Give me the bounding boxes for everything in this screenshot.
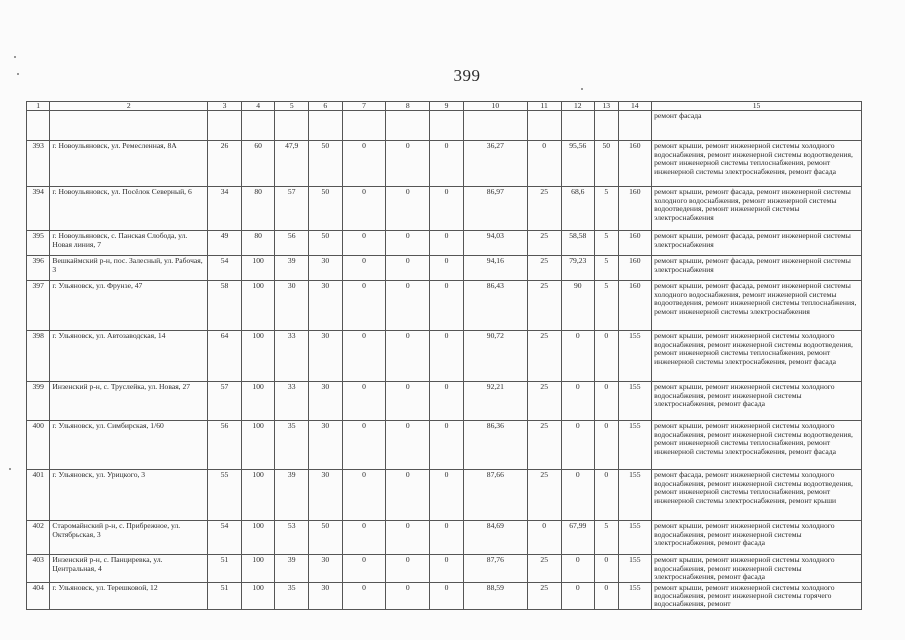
- cell-c6: 30: [309, 256, 343, 281]
- cell-c5: 57: [275, 187, 309, 231]
- column-header-6: 6: [309, 102, 343, 111]
- cell-no: 393: [27, 141, 50, 187]
- cell-c10: 94,16: [463, 256, 527, 281]
- cell-c9: 0: [430, 382, 464, 421]
- cell-c8: 0: [386, 331, 430, 382]
- cell-c12: 95,56: [561, 141, 595, 187]
- cell-work: ремонт фасада, ремонт инженерной системы холодного водоснабжения, ремонт инженерной системы водоотведения, ремонт инженерной системы теплоснабжения, ремонт инженерной системы электроснабжения, ремонт крыши: [652, 470, 862, 521]
- cell-c4: 100: [241, 470, 275, 521]
- page-number: 399: [453, 66, 481, 85]
- cell-work: ремонт крыши, ремонт инженерной системы холодного водоснабжения, ремонт инженерной системы горячего водоснабжения, ремонт: [652, 582, 862, 609]
- cell-c9: 0: [430, 256, 464, 281]
- cell-no: 400: [27, 421, 50, 470]
- cell-c11: 25: [527, 470, 561, 521]
- cell-c6: 30: [309, 421, 343, 470]
- cell-address: Инзенский р-н, с. Труслейка, ул. Новая, 27: [50, 382, 208, 421]
- cell-c7: 0: [342, 331, 386, 382]
- cell-c4: 60: [241, 141, 275, 187]
- cell-work: ремонт крыши, ремонт инженерной системы холодного водоснабжения, ремонт инженерной системы водоотведения, ремонт инженерной системы теплоснабжения, ремонт инженерной системы электроснабжения, ремонт фасада: [652, 421, 862, 470]
- cell-c3: 57: [208, 382, 242, 421]
- table-row: [27, 421, 862, 470]
- column-header-5: 5: [275, 102, 309, 111]
- cell-c10: 88,59: [463, 582, 527, 609]
- cell-c5: 35: [275, 582, 309, 609]
- cell-c5: 56: [275, 231, 309, 256]
- cell-c11: 25: [527, 382, 561, 421]
- cell-c11: 25: [527, 331, 561, 382]
- cell-no: 397: [27, 281, 50, 331]
- cell-address: Инзенский р-н, с. Панциревка, ул. Центральная, 4: [50, 555, 208, 582]
- cell-c5: 39: [275, 470, 309, 521]
- scan-speck: [14, 56, 16, 58]
- cell-c14: 155: [618, 521, 652, 555]
- cell-c13: 5: [595, 231, 618, 256]
- cell-c13: 5: [595, 256, 618, 281]
- cell-c13: 5: [595, 187, 618, 231]
- cell-c12: 0: [561, 470, 595, 521]
- cell-work: ремонт крыши, ремонт инженерной системы холодного водоснабжения, ремонт инженерной системы водоотведения, ремонт инженерной системы теплоснабжения, ремонт инженерной системы электроснабжения, ремонт фасада: [652, 141, 862, 187]
- cell-c3: 54: [208, 256, 242, 281]
- cell-c4: 100: [241, 256, 275, 281]
- cell-c4: 100: [241, 421, 275, 470]
- cell-no: 399: [27, 382, 50, 421]
- cell-c14: 160: [618, 231, 652, 256]
- cell-no: 396: [27, 256, 50, 281]
- cell-c8: 0: [386, 470, 430, 521]
- cell-c4: 100: [241, 281, 275, 331]
- cell-c3: 58: [208, 281, 242, 331]
- cell-no: 398: [27, 331, 50, 382]
- table-row: [27, 470, 862, 521]
- column-header-8: 8: [386, 102, 430, 111]
- cell-c5: 33: [275, 382, 309, 421]
- cell-c11: 25: [527, 231, 561, 256]
- cell-c14: 155: [618, 421, 652, 470]
- table-row: [27, 582, 862, 609]
- cell-c13: 0: [595, 582, 618, 609]
- table-row: [27, 521, 862, 555]
- cell-work: ремонт крыши, ремонт инженерной системы холодного водоснабжения, ремонт инженерной системы электроснабжения, ремонт фасада: [652, 521, 862, 555]
- cell-c9: 0: [430, 141, 464, 187]
- column-header-1: 1: [27, 102, 50, 111]
- cell-c4: 80: [241, 231, 275, 256]
- cell-c14: 155: [618, 555, 652, 582]
- cell-c3: 54: [208, 521, 242, 555]
- cell-address: г. Ульяновск, ул. Автозаводская, 14: [50, 331, 208, 382]
- cell-work: ремонт фасада: [652, 111, 862, 141]
- cell-c3: 55: [208, 470, 242, 521]
- cell-c5: 39: [275, 256, 309, 281]
- cell-no: 404: [27, 582, 50, 609]
- cell-work: ремонт крыши, ремонт фасада, ремонт инженерной системы холодного водоснабжения, ремонт инженерной системы водоотведения, ремонт инженерной системы теплоснабжения, ремонт инженерной системы электроснабжения: [652, 281, 862, 331]
- cell-c5: 53: [275, 521, 309, 555]
- cell-c9: 0: [430, 231, 464, 256]
- cell-c8: 0: [386, 281, 430, 331]
- cell-c3: 26: [208, 141, 242, 187]
- cell-c9: 0: [430, 555, 464, 582]
- column-header-12: 12: [561, 102, 595, 111]
- cell-c8: 0: [386, 231, 430, 256]
- cell-c7: 0: [342, 555, 386, 582]
- cell-c10: 87,76: [463, 555, 527, 582]
- cell-c7: 0: [342, 421, 386, 470]
- cell-c13: 50: [595, 141, 618, 187]
- cell-c12: 0: [561, 555, 595, 582]
- cell-c3: 34: [208, 187, 242, 231]
- cell-c9: 0: [430, 331, 464, 382]
- column-header-4: 4: [241, 102, 275, 111]
- cell-c11: 0: [527, 141, 561, 187]
- cell-c6: 30: [309, 555, 343, 582]
- cell-c5: 47,9: [275, 141, 309, 187]
- cell-c4: 80: [241, 187, 275, 231]
- cell-c14: 160: [618, 187, 652, 231]
- cell-c3: 51: [208, 582, 242, 609]
- cell-c8: 0: [386, 582, 430, 609]
- cell-c12: 58,58: [561, 231, 595, 256]
- cell-c14: 155: [618, 470, 652, 521]
- housing-repair-table: [26, 101, 862, 610]
- cell-c13: 5: [595, 521, 618, 555]
- cell-c7: 0: [342, 231, 386, 256]
- cell-c7: 0: [342, 382, 386, 421]
- table-row: [27, 555, 862, 582]
- cell-c3: 49: [208, 231, 242, 256]
- cell-c8: 0: [386, 382, 430, 421]
- table-row: [27, 141, 862, 187]
- cell-c8: 0: [386, 421, 430, 470]
- cell-c13: 0: [595, 331, 618, 382]
- cell-c12: 0: [561, 331, 595, 382]
- cell-c14: 155: [618, 382, 652, 421]
- cell-c10: 94,03: [463, 231, 527, 256]
- cell-c7: 0: [342, 256, 386, 281]
- cell-c6: 30: [309, 582, 343, 609]
- cell-address: г. Новоульяновск, ул. Посёлок Северный, 6: [50, 187, 208, 231]
- cell-c4: 100: [241, 521, 275, 555]
- cell-c12: 0: [561, 421, 595, 470]
- cell-address: г. Ульяновск, ул. Урицкого, 3: [50, 470, 208, 521]
- cell-no: [27, 111, 50, 141]
- column-header-3: 3: [208, 102, 242, 111]
- scan-speck: [9, 468, 11, 470]
- cell-c11: 25: [527, 256, 561, 281]
- table-row: [27, 331, 862, 382]
- cell-c7: 0: [342, 521, 386, 555]
- cell-c12: 0: [561, 582, 595, 609]
- cell-c9: 0: [430, 281, 464, 331]
- cell-address: Старомайнский р-н, с. Прибрежное, ул. Октябрьская, 3: [50, 521, 208, 555]
- cell-c5: 39: [275, 555, 309, 582]
- scan-speck: [581, 88, 583, 90]
- cell-c11: 25: [527, 187, 561, 231]
- cell-c9: 0: [430, 582, 464, 609]
- cell-c14: 155: [618, 331, 652, 382]
- cell-c11: 25: [527, 421, 561, 470]
- cell-c13: 5: [595, 281, 618, 331]
- cell-no: 403: [27, 555, 50, 582]
- cell-c4: 100: [241, 331, 275, 382]
- cell-c6: 50: [309, 521, 343, 555]
- cell-c10: 92,21: [463, 382, 527, 421]
- scan-speck: [17, 73, 19, 75]
- cell-c6: 50: [309, 187, 343, 231]
- cell-c12: 0: [561, 382, 595, 421]
- table-row: [27, 382, 862, 421]
- column-header-2: 2: [50, 102, 208, 111]
- cell-address: г. Ульяновск, ул. Симбирская, 1/60: [50, 421, 208, 470]
- cell-c12: 67,99: [561, 521, 595, 555]
- cell-address: г. Ульяновск, ул. Фрунзе, 47: [50, 281, 208, 331]
- cell-c6: 50: [309, 141, 343, 187]
- cell-work: ремонт крыши, ремонт фасада, ремонт инженерной системы электроснабжения: [652, 231, 862, 256]
- cell-c7: 0: [342, 582, 386, 609]
- cell-address: г. Новоульяновск, с. Панская Слобода, ул. Новая линия, 7: [50, 231, 208, 256]
- cell-work: ремонт крыши, ремонт инженерной системы холодного водоснабжения, ремонт инженерной системы водоотведения, ремонт инженерной системы теплоснабжения, ремонт инженерной системы электроснабжения, ремонт фасада: [652, 331, 862, 382]
- cell-c6: 30: [309, 281, 343, 331]
- cell-c8: 0: [386, 256, 430, 281]
- cell-c6: 30: [309, 331, 343, 382]
- cell-no: 395: [27, 231, 50, 256]
- cell-c9: 0: [430, 421, 464, 470]
- cell-c11: 25: [527, 281, 561, 331]
- cell-c10: 36,27: [463, 141, 527, 187]
- cell-c14: 160: [618, 256, 652, 281]
- cell-c6: 50: [309, 231, 343, 256]
- cell-c13: 0: [595, 555, 618, 582]
- cell-c6: 30: [309, 470, 343, 521]
- header-row: [27, 102, 862, 111]
- cell-c4: 100: [241, 555, 275, 582]
- cell-c4: 100: [241, 382, 275, 421]
- cell-c7: 0: [342, 187, 386, 231]
- cell-c13: 0: [595, 421, 618, 470]
- column-header-10: 10: [463, 102, 527, 111]
- cell-c11: 0: [527, 521, 561, 555]
- cell-c8: 0: [386, 187, 430, 231]
- cell-c5: 35: [275, 421, 309, 470]
- cell-c13: 0: [595, 382, 618, 421]
- table-row: [27, 187, 862, 231]
- cell-c8: 0: [386, 555, 430, 582]
- cell-c8: 0: [386, 141, 430, 187]
- cell-work: ремонт крыши, ремонт инженерной системы холодного водоснабжения, ремонт инженерной системы электроснабжения, ремонт фасада: [652, 382, 862, 421]
- column-header-7: 7: [342, 102, 386, 111]
- table-row: [27, 256, 862, 281]
- cell-c6: 30: [309, 382, 343, 421]
- table-row: [27, 281, 862, 331]
- cell-c11: 25: [527, 582, 561, 609]
- cell-c10: 87,66: [463, 470, 527, 521]
- cell-address: [50, 111, 208, 141]
- cell-c12: 68,6: [561, 187, 595, 231]
- cell-c9: 0: [430, 521, 464, 555]
- cell-c14: 155: [618, 582, 652, 609]
- cell-c9: 0: [430, 187, 464, 231]
- cell-work: ремонт крыши, ремонт инженерной системы холодного водоснабжения, ремонт инженерной системы электроснабжения, ремонт фасада: [652, 555, 862, 582]
- cell-c3: 51: [208, 555, 242, 582]
- column-header-14: 14: [618, 102, 652, 111]
- cell-c8: 0: [386, 521, 430, 555]
- cell-c9: 0: [430, 470, 464, 521]
- cell-c4: 100: [241, 582, 275, 609]
- column-header-9: 9: [430, 102, 464, 111]
- column-header-15: 15: [652, 102, 862, 111]
- cell-c11: 25: [527, 555, 561, 582]
- cell-c5: 30: [275, 281, 309, 331]
- continuation-row: [27, 111, 862, 141]
- cell-work: ремонт крыши, ремонт фасада, ремонт инженерной системы электроснабжения: [652, 256, 862, 281]
- table-row: [27, 231, 862, 256]
- cell-c14: 160: [618, 281, 652, 331]
- cell-c10: 90,72: [463, 331, 527, 382]
- cell-c14: 160: [618, 141, 652, 187]
- cell-c10: 84,69: [463, 521, 527, 555]
- cell-address: г. Новоульяновск, ул. Ремесленная, 8А: [50, 141, 208, 187]
- cell-c7: 0: [342, 470, 386, 521]
- cell-c12: 79,23: [561, 256, 595, 281]
- cell-address: г. Ульяновск, ул. Терешковой, 12: [50, 582, 208, 609]
- cell-c10: 86,36: [463, 421, 527, 470]
- cell-c7: 0: [342, 281, 386, 331]
- cell-c10: 86,43: [463, 281, 527, 331]
- cell-c7: 0: [342, 141, 386, 187]
- cell-c13: 0: [595, 470, 618, 521]
- cell-c12: 90: [561, 281, 595, 331]
- column-header-13: 13: [595, 102, 618, 111]
- cell-c10: 86,97: [463, 187, 527, 231]
- cell-no: 394: [27, 187, 50, 231]
- cell-c3: 56: [208, 421, 242, 470]
- cell-no: 401: [27, 470, 50, 521]
- cell-c5: 33: [275, 331, 309, 382]
- column-header-11: 11: [527, 102, 561, 111]
- cell-no: 402: [27, 521, 50, 555]
- cell-address: Вешкаймский р-н, пос. Залесный, ул. Рабочая, 3: [50, 256, 208, 281]
- cell-c3: 64: [208, 331, 242, 382]
- cell-work: ремонт крыши, ремонт фасада, ремонт инженерной системы холодного водоснабжения, ремонт инженерной системы водоотведения, ремонт инженерной системы электроснабжения: [652, 187, 862, 231]
